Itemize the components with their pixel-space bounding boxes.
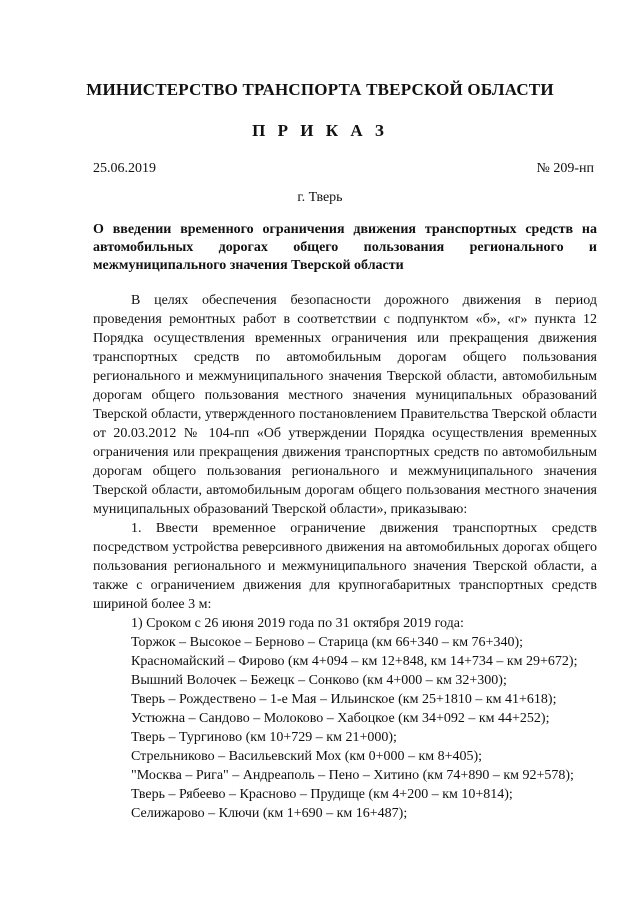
order-number: № 209-нп [536, 161, 594, 176]
order-body [93, 291, 597, 823]
route-item: Селижарово – Ключи (км 1+690 – км 16+487); [131, 806, 408, 821]
ministry-heading: МИНИСТЕРСТВО ТРАНСПОРТА ТВЕРСКОЙ ОБЛАСТИ [86, 80, 554, 99]
period-paragraph: 1) Сроком с 26 июня 2019 года по 31 октября 2019 года: [131, 616, 464, 631]
route-item: Стрельниково – Васильевский Мох (км 0+000 – км 8+405); [131, 749, 483, 764]
route-item: Красномайский – Фирово (км 4+094 – км 12+848, км 14+734 – км 29+672); [131, 654, 578, 669]
route-item: Тверь – Тургиново (км 10+729 – км 21+000); [131, 730, 397, 745]
preamble-paragraph: В целях обеспечения безопасности дорожного движения в период проведения ремонтных работ в соответствии с подпунктом «б», «г» пункта 12 Порядка осуществления временных ограничения или прекращения движения транспортных средств по автомобильным дорогам общего пользования регионального и межмуниципального значения Тверской области, автомобильным дорогам общего пользования местного значения муниципальных образований Тверской области, утвержденного постановлением Правительства Тверской области от 20.03.2012 № 104-пп «Об утверждении Порядка осуществления временных ограничения или прекращения движения транспортных средств по автомобильным дорогам общего пользования регионального и межмуниципального значения Тверской области, автомобильным дорогам общего пользования местного значения муниципальных образований Тверской области», приказываю: [93, 293, 597, 517]
order-date: 25.06.2019 [93, 161, 156, 176]
order-subject: О введении временного ограничения движения транспортных средств на автомобильных дорогах общего пользования регионального и межмуниципального значения Тверской области [93, 222, 597, 273]
route-item: Тверь – Рождествено – 1-е Мая – Ильинское (км 25+1810 – км 41+618); [131, 692, 557, 707]
item-1-paragraph: 1. Ввести временное ограничение движения транспортных средств посредством устройства реверсивного движения на автомобильных дорогах общего пользования регионального и межмуниципального значения Тверской области, а также с ограничением движения для крупногабаритных транспортных средств шириной более 3 м: [93, 521, 597, 612]
route-list [93, 633, 597, 823]
city-label: г. Тверь [297, 190, 343, 205]
route-item: Вышний Волочек – Бежецк – Сонково (км 4+000 – км 32+300); [131, 673, 507, 688]
route-item: Тверь – Рябеево – Красново – Прудище (км 4+200 – км 10+814); [131, 787, 513, 802]
route-item: "Москва – Рига" – Андреаполь – Пено – Хитино (км 74+890 – км 92+578); [131, 768, 574, 783]
route-item: Устюжна – Сандово – Молоково – Хабоцкое (км 34+092 – км 44+252); [131, 711, 550, 726]
route-item: Торжок – Высокое – Берново – Старица (км 66+340 – км 76+340); [131, 635, 523, 650]
document-type-title: П Р И К А З [252, 121, 388, 140]
